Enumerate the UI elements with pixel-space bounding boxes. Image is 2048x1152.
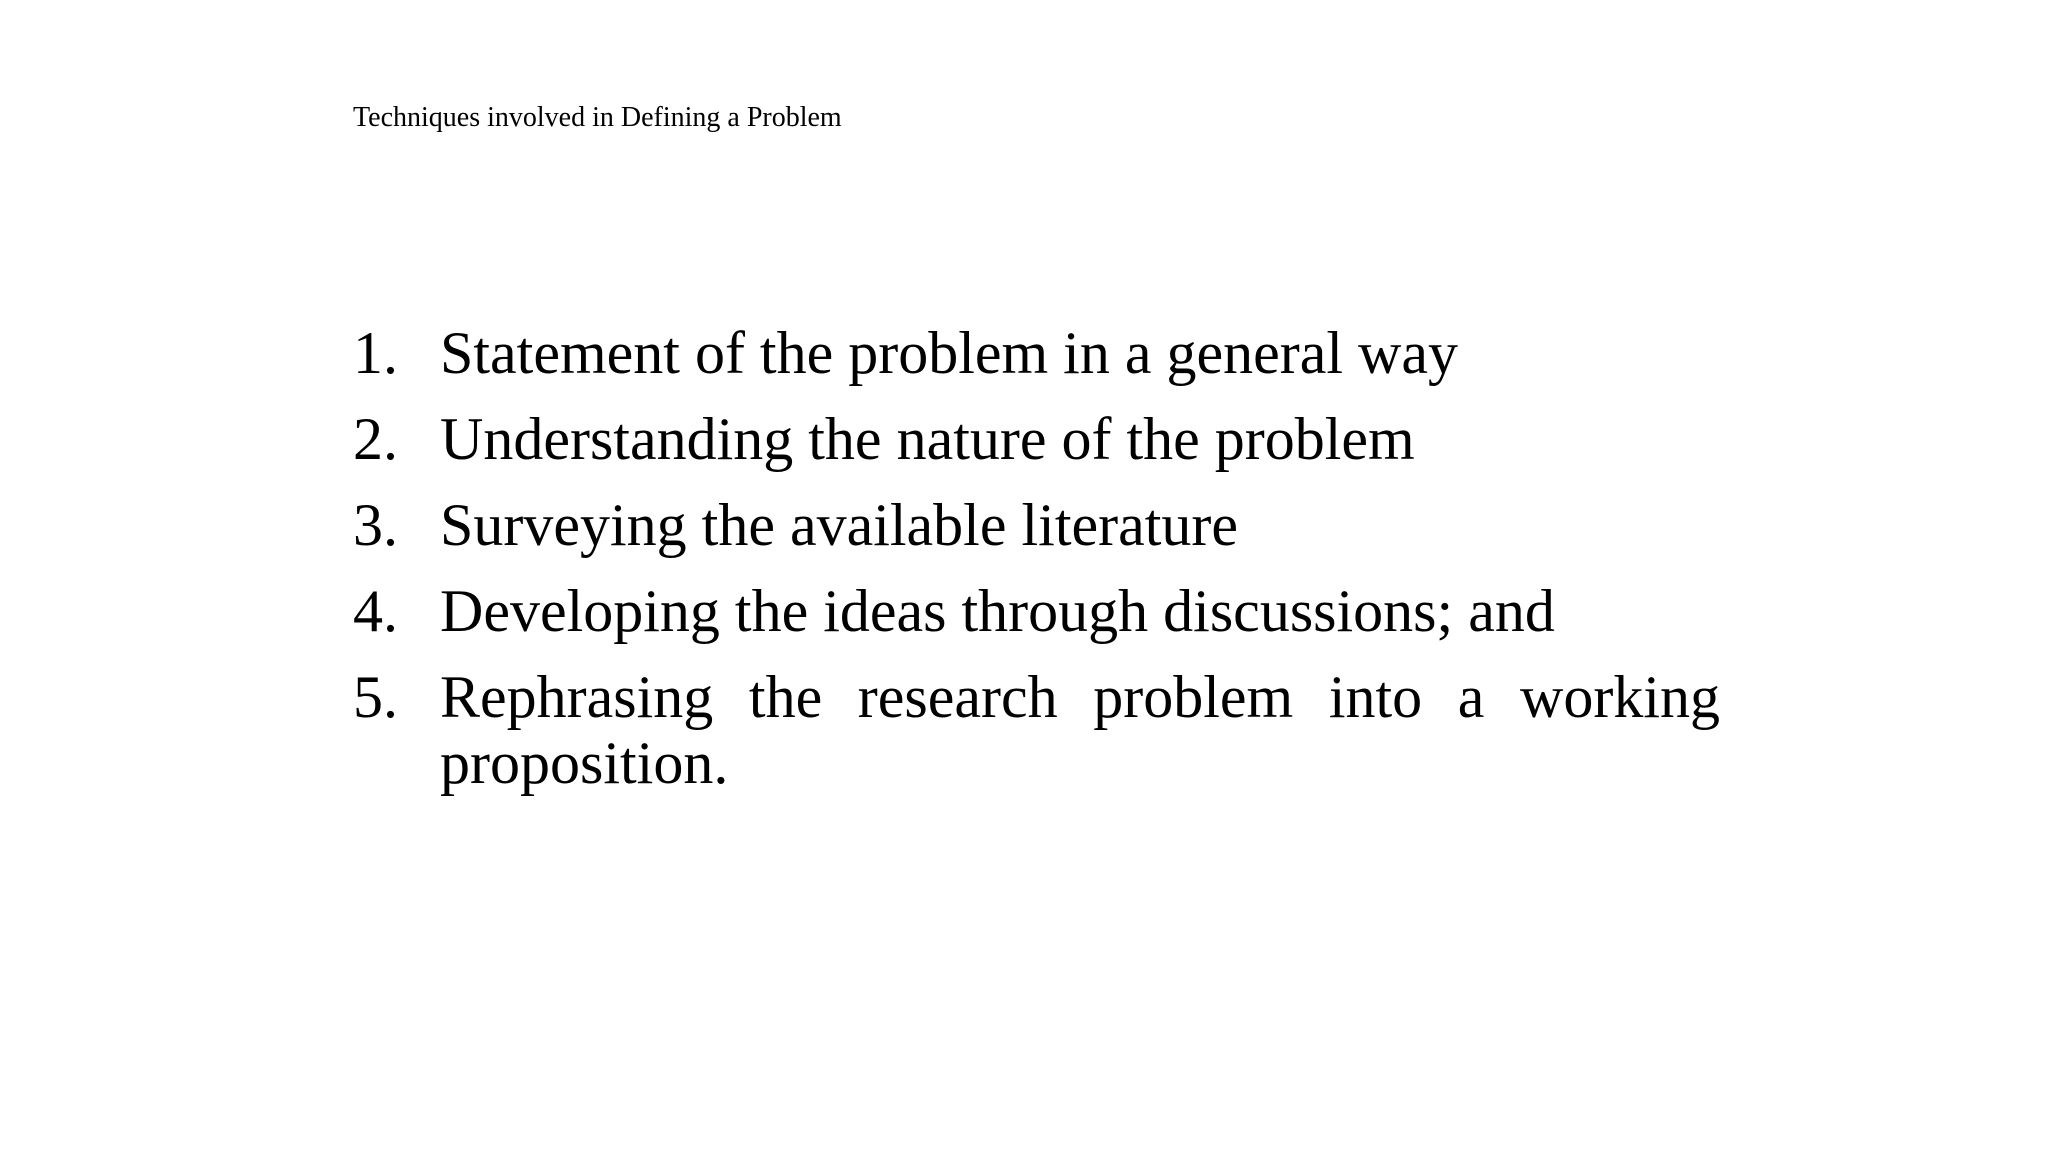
- list-item-text: Surveying the available literature: [440, 492, 1239, 558]
- list-item-number: 1.: [353, 320, 398, 386]
- numbered-list: [353, 320, 1720, 816]
- list-item-number: 3.: [353, 492, 398, 558]
- list-item: [353, 406, 1720, 472]
- list-item: [353, 664, 1720, 796]
- list-item-text: Developing the ideas through discussions; and: [440, 578, 1555, 644]
- list-item-text: Understanding the nature of the problem: [440, 406, 1415, 472]
- list-item: [353, 578, 1720, 644]
- list-item-text: Rephrasing the research problem into a working proposition.: [440, 664, 1720, 796]
- list-item-number: 4.: [353, 578, 398, 644]
- list-item-number: 2.: [353, 406, 398, 472]
- slide-title: Techniques involved in Defining a Problem: [353, 102, 842, 133]
- list-item-text: Statement of the problem in a general way: [440, 320, 1458, 386]
- list-item: [353, 320, 1720, 386]
- list-item: [353, 492, 1720, 558]
- list-item-number: 5.: [353, 664, 398, 730]
